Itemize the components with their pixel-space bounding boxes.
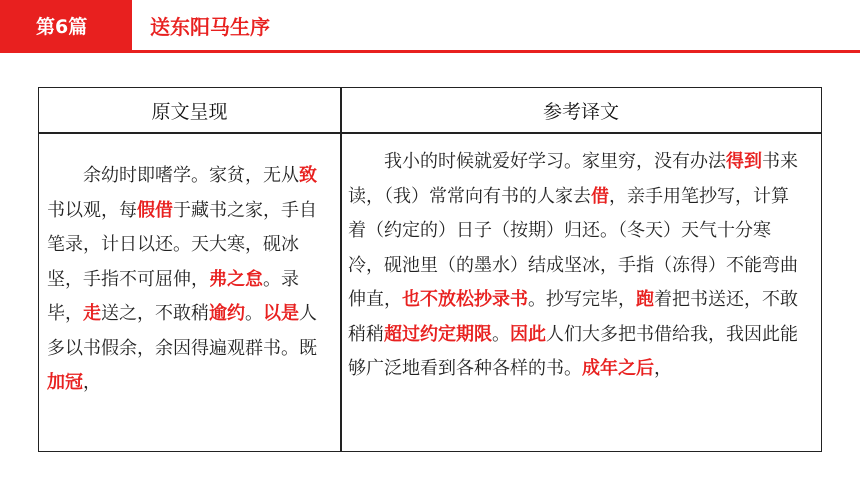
original-segment: 于藏书之家，手自笔录，计日以还。天大寒，砚冰坚，手指不可屈伸， bbox=[47, 199, 317, 290]
translation-highlight: 超过约定期限 bbox=[384, 323, 492, 345]
translation-segment: 人们大多把书借给我，我因此能够广泛地看到各种各样的书。 bbox=[348, 323, 798, 379]
translation-highlight: 成年之后 bbox=[582, 358, 654, 379]
original-highlight: 加冠 bbox=[47, 372, 83, 393]
original-segment: 书以观，每 bbox=[47, 199, 137, 221]
header-divider bbox=[0, 50, 860, 53]
original-highlight: 弗之怠 bbox=[209, 268, 263, 290]
translation-highlight: 得到 bbox=[726, 151, 762, 172]
header-row-divider bbox=[39, 132, 821, 134]
original-highlight: 逾约 bbox=[209, 303, 245, 324]
original-highlight: 以是 bbox=[263, 303, 299, 324]
original-segment: 。录毕， bbox=[47, 268, 299, 324]
chapter-tab: 第6篇 bbox=[0, 0, 132, 50]
translation-segment: ，亲手用笔抄写，计算着（约定的）日子（按期）归还。（冬天）天气十分寒冷，砚池里（的墨水）结成坚冰，手指（冻得）不能弯曲伸直， bbox=[348, 185, 798, 310]
translation-highlight: 跑 bbox=[636, 289, 654, 310]
translation-segment: 。 bbox=[492, 323, 510, 345]
translation-highlight: 借 bbox=[591, 185, 609, 207]
original-highlight: 假借 bbox=[137, 199, 173, 221]
header-translation: 参考译文 bbox=[542, 100, 619, 123]
translation-segment: ， bbox=[654, 358, 672, 379]
column-divider bbox=[340, 88, 342, 451]
original-segment: 人多以书假余，余因得遍观群书。既 bbox=[47, 303, 317, 359]
original-segment: 。 bbox=[245, 303, 263, 324]
original-text bbox=[47, 159, 331, 401]
translation-segment: 书来读，（我）常常向有书的人家去 bbox=[348, 151, 798, 207]
translation-segment: 。抄写完毕， bbox=[528, 289, 636, 310]
original-highlight: 走 bbox=[83, 303, 101, 324]
original-segment: 送之，不敢稍 bbox=[101, 303, 209, 324]
translation-segment: 我小的时候就爱好学习。家里穷，没有办法 bbox=[384, 151, 726, 172]
original-highlight: 致 bbox=[299, 165, 317, 186]
translation-text bbox=[348, 145, 806, 387]
original-segment: 余幼时即嗜学。家贫，无从 bbox=[83, 165, 299, 186]
lesson-title: 送东阳马生序 bbox=[150, 14, 270, 39]
comparison-table bbox=[38, 87, 822, 452]
translation-segment: 着把书送还，不敢稍稍 bbox=[348, 289, 798, 345]
translation-highlight: 因此 bbox=[510, 323, 546, 345]
translation-highlight: 也不放松抄录书 bbox=[402, 289, 528, 310]
header-original: 原文呈现 bbox=[151, 100, 228, 123]
header bbox=[0, 0, 860, 52]
original-segment: ， bbox=[83, 372, 101, 393]
